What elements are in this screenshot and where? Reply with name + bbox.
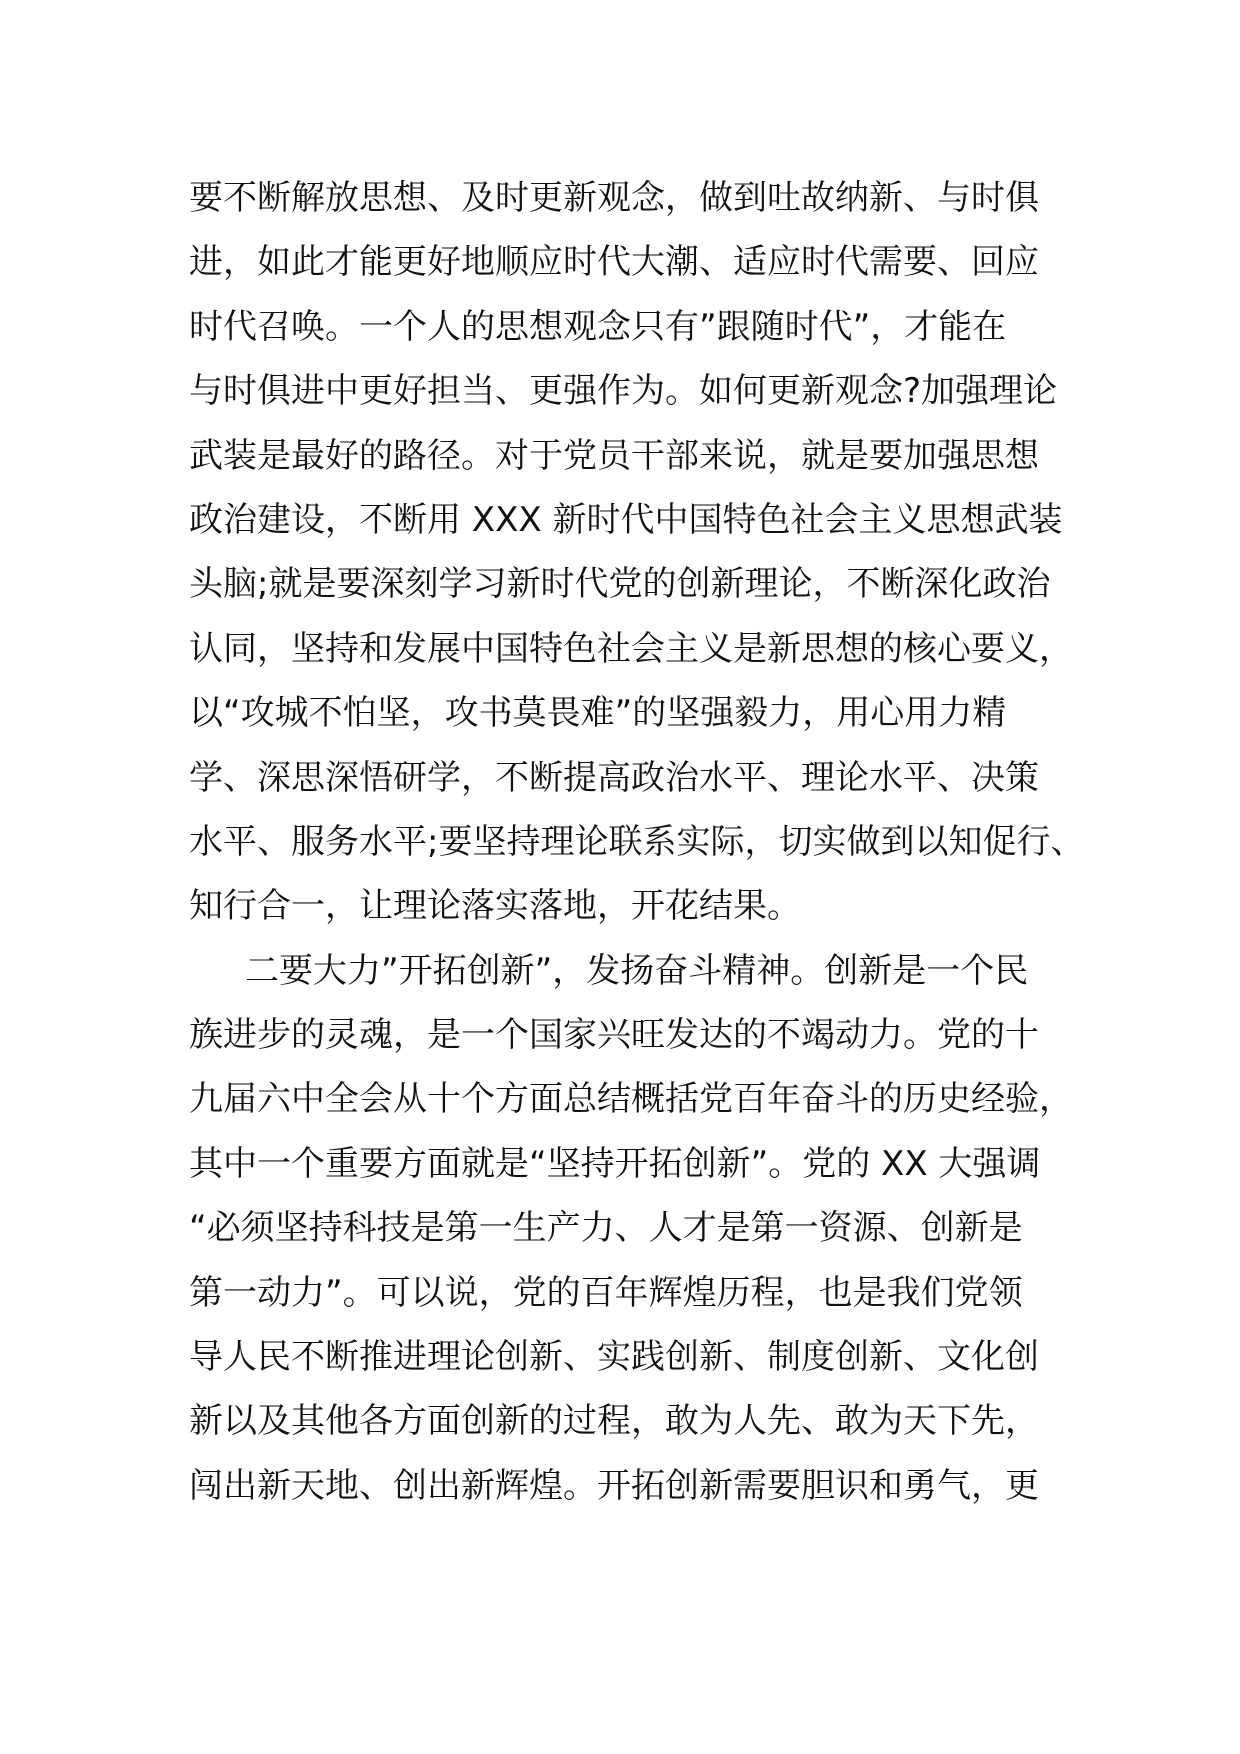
text-line: 第一动力”。可以说，党的百年辉煌历程，也是我们党领 (189, 1272, 1023, 1313)
text-line: 二要大力”开拓创新”，发扬奋斗精神。创新是一个民 (245, 950, 1029, 991)
text-line: 头脑;就是要深刻学习新时代党的创新理论，不断深化政治 (189, 564, 1051, 605)
text-line: 水平、服务水平;要坚持理论联系实际，切实做到以知促行、 (189, 821, 1085, 862)
text-line: 族进步的灵魂，是一个国家兴旺发达的不竭动力。党的十 (189, 1015, 1039, 1056)
text-line: 闯出新天地、创出新辉煌。开拓创新需要胆识和勇气，更 (189, 1465, 1039, 1506)
text-line: “必须坚持科技是第一生产力、人才是第一资源、创新是 (189, 1208, 1023, 1249)
text-line: 其中一个重要方面就是“坚持开拓创新”。党的 XX 大强调 (189, 1143, 1041, 1184)
text-line: 武装是最好的路径。对于党员干部来说，就是要加强思想 (189, 435, 1039, 476)
text-line: 认同，坚持和发展中国特色社会主义是新思想的核心要义， (189, 628, 1073, 669)
text-line: 新以及其他各方面创新的过程，敢为人先、敢为天下先， (189, 1401, 1039, 1442)
text-line: 以“攻城不怕坚，攻书莫畏难”的坚强毅力，用心用力精 (189, 693, 1007, 734)
text-line: 与时俱进中更好担当、更强作为。如何更新观念?加强理论 (189, 371, 1058, 412)
text-line: 政治建设，不断用 XXX 新时代中国特色社会主义思想武装 (189, 499, 1063, 540)
text-line: 要不断解放思想、及时更新观念，做到吐故纳新、与时俱 (189, 178, 1039, 218)
text-line: 导人民不断推进理论创新、实践创新、制度创新、文化创 (189, 1337, 1039, 1378)
body-text (189, 166, 1085, 1518)
text-line: 知行合一，让理论落实落地，开花结果。 (189, 886, 801, 927)
text-line: 学、深思深悟研学，不断提高政治水平、理论水平、决策 (189, 757, 1039, 798)
text-line: 时代召唤。一个人的思想观念只有”跟随时代”，才能在 (189, 306, 1007, 347)
paragraph (189, 166, 1085, 939)
text-line: 九届六中全会从十个方面总结概括党百年奋斗的历史经验， (189, 1079, 1073, 1120)
paragraph (189, 939, 1073, 1519)
text-line: 进，如此才能更好地顺应时代大潮、适应时代需要、回应 (189, 242, 1039, 283)
